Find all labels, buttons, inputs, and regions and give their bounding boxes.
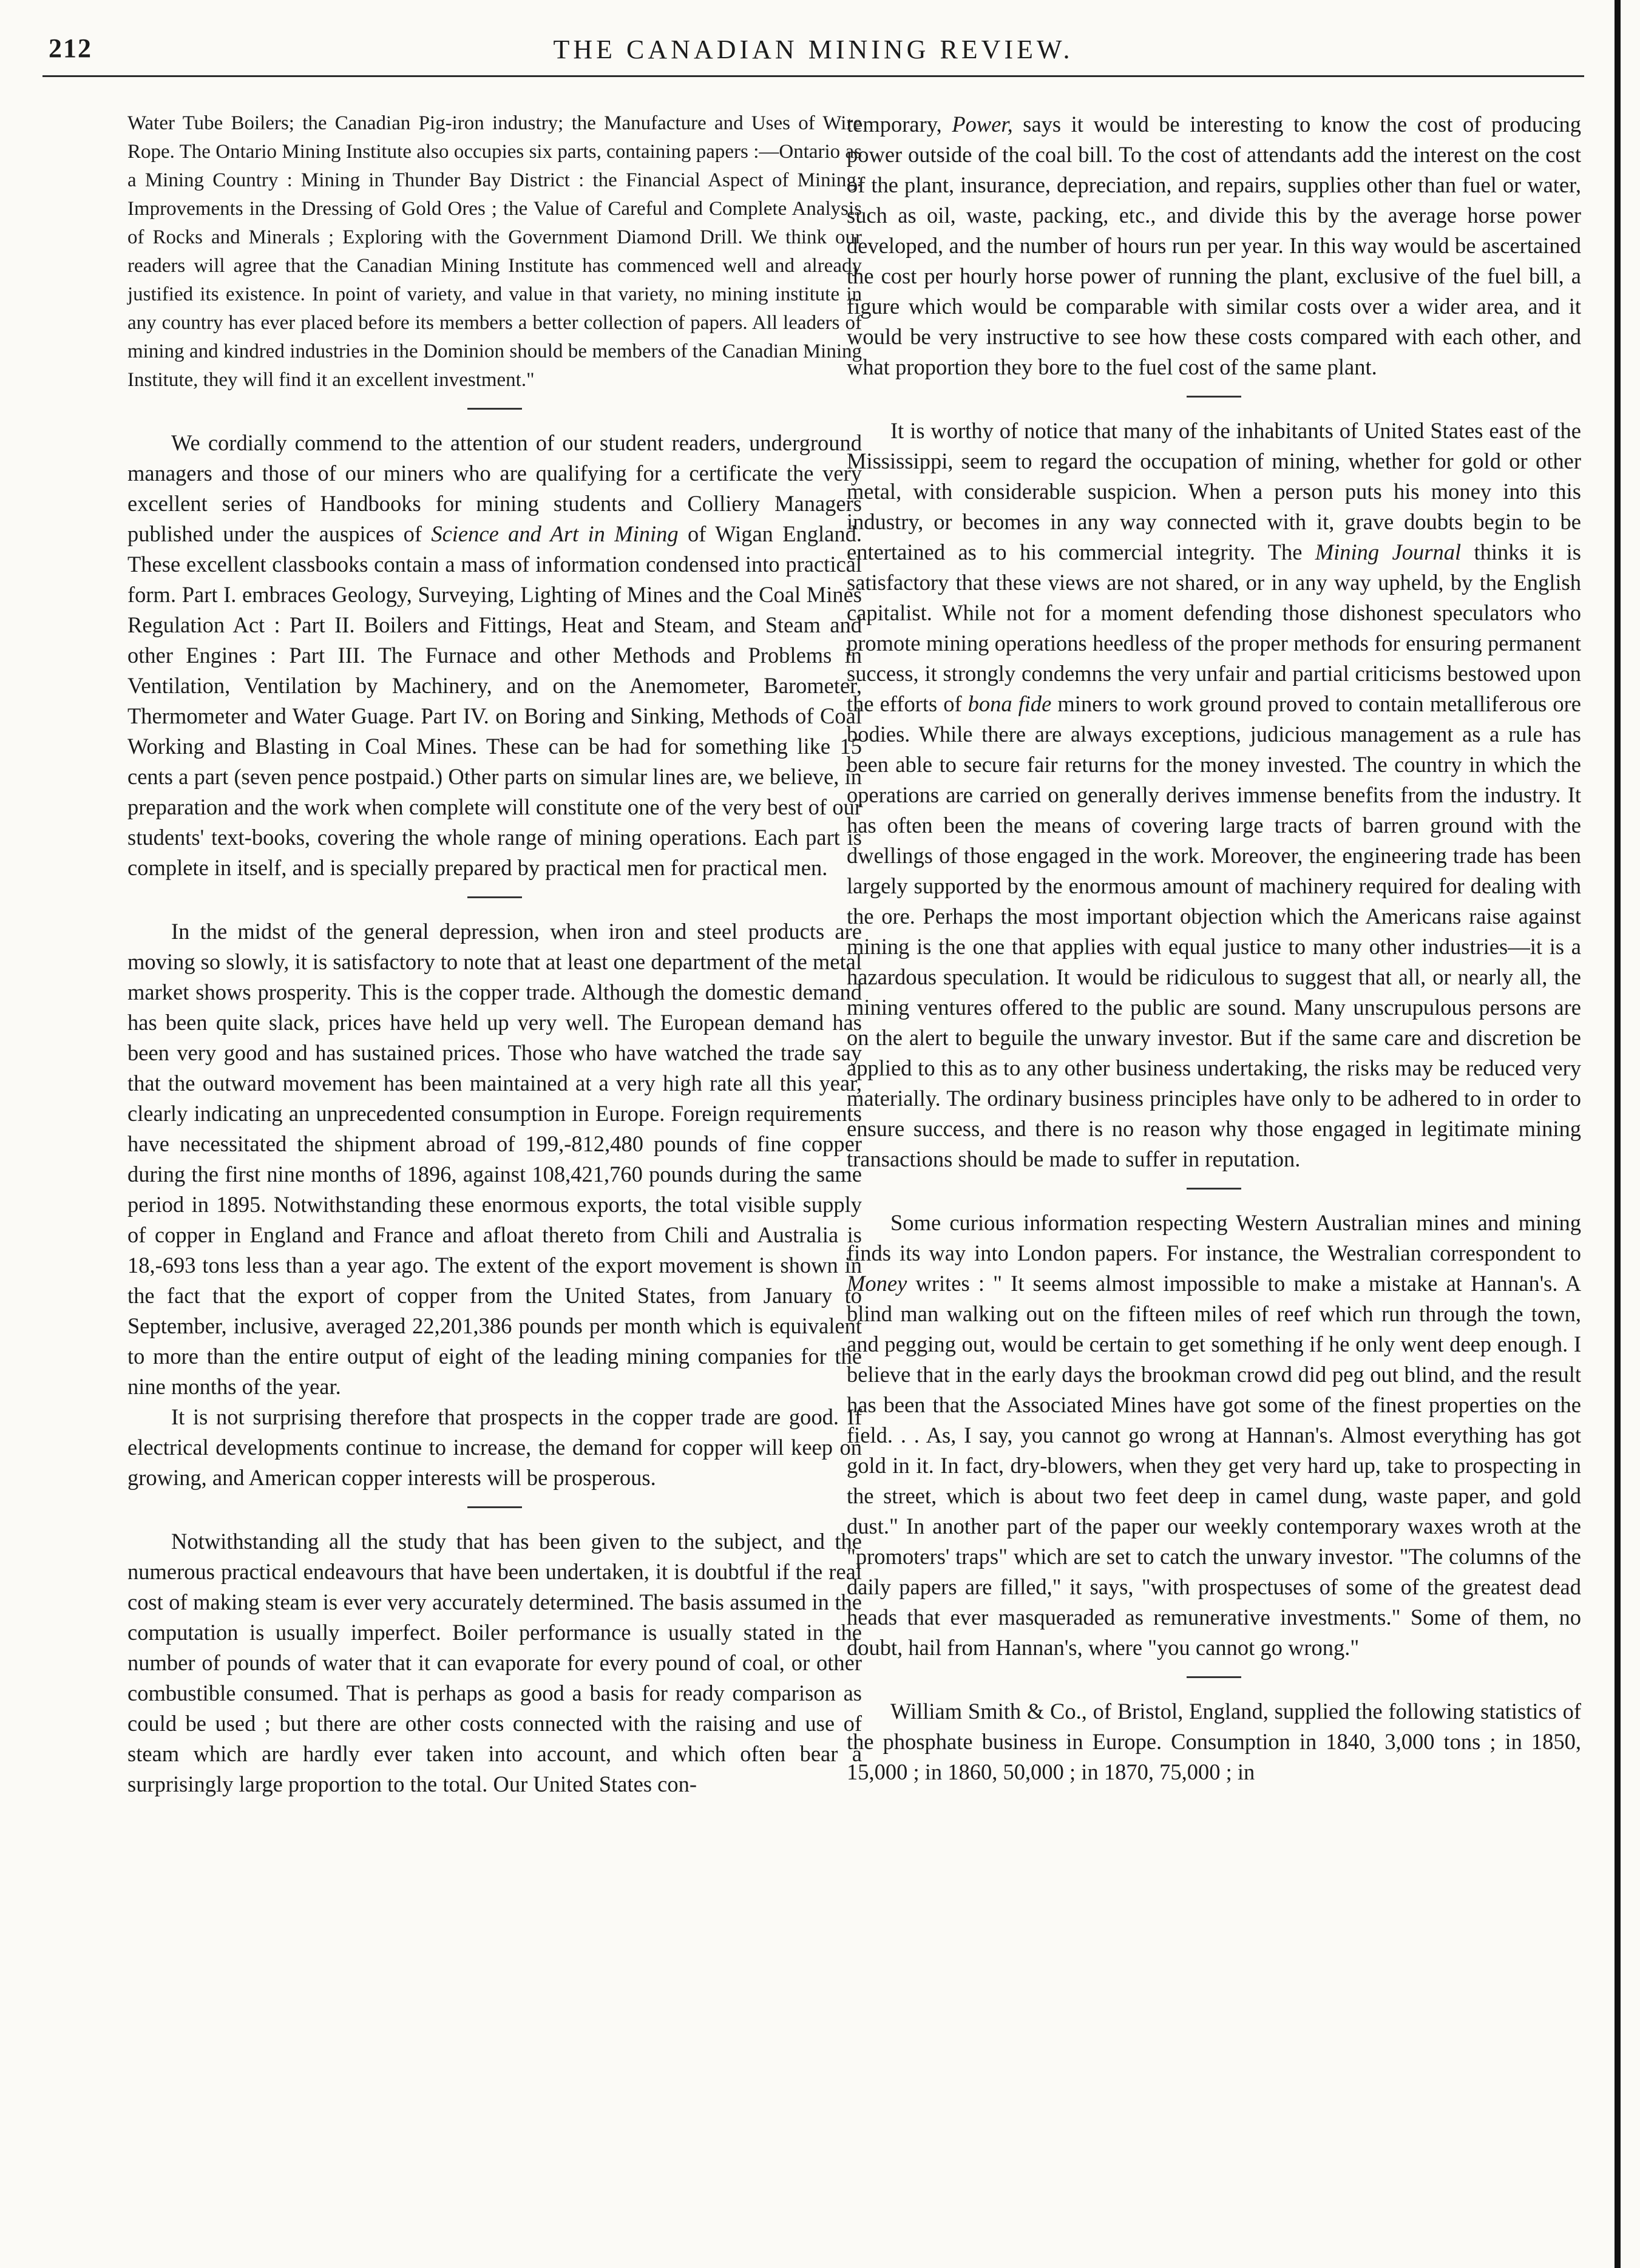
left-column	[127, 109, 862, 1799]
article-paragraph: In the midst of the general depression, when iron and steel products are moving so slowly, it is satisfactory to note that at least one department of the metal market shows prosperity. This is the copper trade. Although the domestic demand has been quite slack, prices have held up very well. The European demand has been very good and has sustained prices. Those who have watched the trade say that the outward movement has been maintained at a very high rate all this year, clearly indicating an unprecedented consumption in Europe. Foreign requirements have necessitated the shipment abroad of 199,-812,480 pounds of fine copper during the first nine months of 1896, against 108,421,760 pounds during the same period in 1895. Notwithstanding these enormous exports, the total visible supply of copper in England and France and afloat thereto from Chili and Australia is 18,-693 tons less than a year ago. The extent of the export movement is shown in the fact that the export of copper from the United States, from January to September, inclusive, averaged 22,201,386 pounds per month which is equivalent to more than the entire output of eight of the leading mining companies for the nine months of the year.	[127, 919, 862, 1399]
article-paragraph: Notwithstanding all the study that has been given to the subject, and the numerous practical endeavours that have been undertaken, it is doubtful if the real cost of making steam is ever very accurately determined. The basis assumed in the computation is usually imperfect. Boiler performance is usually stated in the number of pounds of water that it can evaporate for every pound of coal, or other combustible consumed. That is perhaps as good a basis for ready comparison as could be used ; but there are other costs connected with the raising and use of steam which are hardly ever taken into account, and which often bear a surprisingly large proportion to the total. Our United States con-	[127, 1529, 862, 1796]
section-divider	[1187, 396, 1241, 398]
article-paragraph: temporary, Power, says it would be interesting to know the cost of producing power outside of the coal bill. To the cost of attendants add the interest on the cost of the plant, insurance, depreciation, and repairs, supplies other than fuel or water, such as oil, waste, packing, etc., and divide this by the average horse power developed, and the number of hours run per year. In this way would be ascertained the cost per hourly horse power of running the plant, exclusive of the fuel bill, a figure which would be comparable with similar costs over a wider area, and it would be very instructive to see how these costs compared with each other, and what proportion they bore to the fuel cost of the same plant.	[847, 112, 1582, 379]
right-margin-rule	[1615, 0, 1621, 2268]
right-column	[847, 109, 1581, 1787]
journal-title: THE CANADIAN MINING REVIEW.	[553, 35, 1074, 64]
section-divider	[467, 1506, 522, 1508]
latin-phrase: bona fide	[967, 691, 1052, 716]
page-header	[42, 27, 1584, 77]
section-divider	[467, 896, 522, 898]
article-paragraph: We cordially commend to the attention of our student readers, underground managers and those of our miners who are qualifying for a certificate the very excellent series of Handbooks for mining students and Colliery Managers published under the auspices of Science and Art in Mining of Wigan England. These excellent classbooks contain a mass of information condensed into practical form. Part I. embraces Geology, Surveying, Lighting of Mines and the Coal Mines Regulation Act : Part II. Boilers and Fittings, Heat and Steam, and Steam and other Engines : Part III. The Furnace and other Methods and Problems in Ventilation, Ventilation by Machinery, and on the Anemometer, Barometer, Thermometer and Water Guage. Part IV. on Boring and Sinking, Methods of Coal Working and Blasting in Coal Mines. These can be had for something like 15 cents a part (seven pence postpaid.) Other parts on simular lines are, we believe, in preparation and the work when complete will constitute one of the very best of our students' text-books, covering the whole range of mining operations. Each part is complete in itself, and is specially prepared by practical men for practical men.	[127, 430, 862, 880]
publication-title: Money	[847, 1271, 907, 1296]
section-divider	[1187, 1676, 1241, 1678]
article-paragraph: William Smith & Co., of Bristol, England, supplied the following statistics of the phosphate business in Europe. Consumption in 1840, 3,000 tons ; in 1850, 15,000 ; in 1860, 50,000 ; in 1870, 75,000 ; in	[847, 1699, 1581, 1784]
publication-title: Science and Art in Mining	[431, 521, 679, 546]
publication-title: Mining Journal	[1315, 540, 1462, 564]
article-paragraph: It is not surprising therefore that prospects in the copper trade are good. If electrical developments continue to increase, the demand for copper will keep on growing, and American copper interests will be prosperous.	[127, 1404, 862, 1490]
publication-title: Power,	[952, 112, 1013, 137]
article-paragraph: Some curious information respecting Western Australian mines and mining finds its way into London papers. For instance, the Westralian correspondent to Money writes : " It seems almost impossible to make a mistake at Hannan's. A blind man walking out on the fifteen miles of reef which run through the town, and pegging out, would be certain to get something if he only went deep enough. I believe that in the early days the brookman crowd did peg out blind, and the result has been that the Associated Mines have got some of the finest properties on the field. . . As, I say, you cannot go wrong at Hannan's. Almost everything has got gold in it. In fact, dry-blowers, when they get very hard up, take to prospecting in the street, which is about two feet deep in camel dung, waste paper, and gold dust." In another part of the paper our weekly contemporary waxes wroth at the "promoters' traps" which are set to catch the unwary investor. "The columns of the daily papers are filled," it says, "with prospectuses of some of the greatest dead heads that ever masqueraded as remunerative investments." Some of them, no doubt, hail from Hannan's, where "you cannot go wrong."	[847, 1210, 1581, 1660]
section-divider	[467, 408, 522, 410]
page-number: 212	[49, 33, 92, 63]
section-divider	[1187, 1188, 1241, 1190]
article-paragraph: Water Tube Boilers; the Canadian Pig-iron industry; the Manufacture and Uses of Wire Rope. The Ontario Mining Institute also occupies six parts, containing papers :—Ontario as a Mining Country : Mining in Thunder Bay District : the Financial Aspect of Mining: Improvements in the Dressing of Gold Ores ; the Value of Careful and Complete Analysis of Rocks and Minerals ; Exploring with the Government Diamond Drill. We think our readers will agree that the Canadian Mining Institute has commenced well and already justified its existence. In point of variety, and value in that variety, no mining institute in any country has ever placed before its members a better collection of papers. All leaders of mining and kindred industries in the Dominion should be members of the Canadian Mining Institute, they will find it an excellent investment."	[127, 112, 862, 391]
article-paragraph: It is worthy of notice that many of the inhabitants of United States east of the Mississippi, seem to regard the occupation of mining, whether for gold or other metal, with considerable suspicion. When a person puts his money into this industry, or becomes in any way connected with it, grave doubts begin to be entertained as to his commercial integrity. The Mining Journal thinks it is satisfactory that these views are not shared, or in any way upheld, by the English capitalist. While not for a moment defending those dishonest speculators who promote mining operations heedless of the proper methods for ensuring permanent success, it strongly condemns the very unfair and partial criticisms bestowed upon the efforts of bona fide miners to work ground proved to contain metalliferous ore bodies. While there are always exceptions, judicious management as a rule has been able to secure fair returns for the money invested. The country in which the operations are carried on generally derives immense benefits from the industry. It has often been the means of covering large tracts of barren ground with the dwellings of those engaged in the work. Moreover, the engineering trade has been largely supported by the enormous amount of machinery required for dealing with the ore. Perhaps the most important objection which the Americans raise against mining is the one that applies with equal justice to many other industries—it is a hazardous speculation. It would be ridiculous to suggest that all, or nearly all, the mining ventures offered to the public are sound. Many unscrupulous persons are on the alert to beguile the unwary investor. But if the same care and discretion be applied to this as to any other business undertaking, the risks may be reduced very materially. The ordinary business principles have only to be adhered to in order to ensure success, and there is no reason why those engaged in legitimate mining transactions should be made to suffer in reputation.	[847, 418, 1582, 1171]
